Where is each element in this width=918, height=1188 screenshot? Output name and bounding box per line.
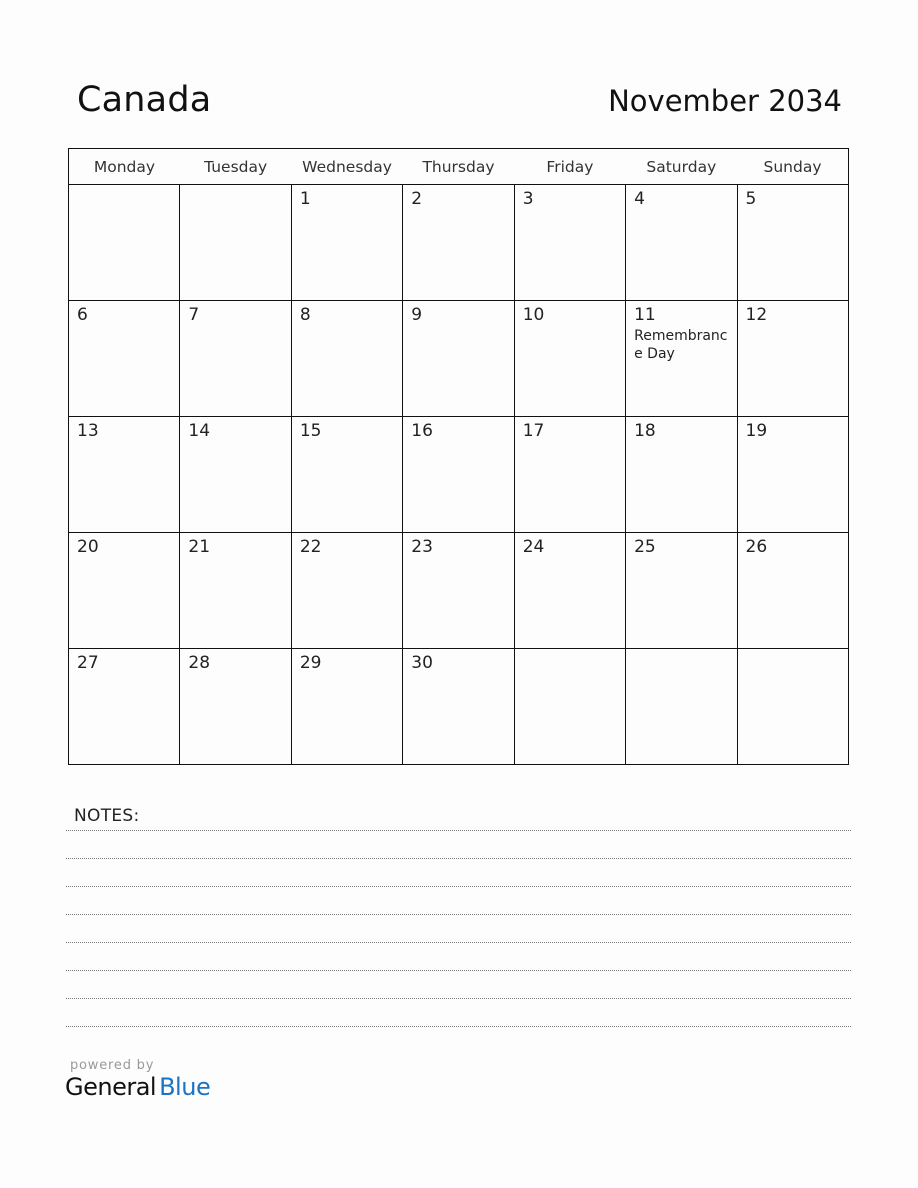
note-line — [66, 830, 851, 831]
day-cell — [626, 533, 737, 649]
day-number: 30 — [411, 653, 433, 673]
empty-day-cell — [626, 649, 737, 765]
day-cell — [291, 301, 402, 417]
day-cell — [403, 185, 514, 301]
day-number: 17 — [522, 421, 545, 441]
weekday-header: Sunday — [737, 149, 848, 185]
day-cell — [626, 185, 737, 301]
empty-day-cell — [69, 185, 180, 301]
day-cell — [737, 533, 848, 649]
day-cell — [291, 185, 402, 301]
day-number: 19 — [745, 421, 768, 441]
day-number: 11 — [634, 305, 656, 325]
day-number: 5 — [745, 189, 757, 209]
day-number: 10 — [522, 305, 545, 325]
country-title: Canada — [77, 80, 212, 120]
day-number: 9 — [411, 305, 423, 325]
day-cell — [291, 533, 402, 649]
day-number: 1 — [299, 189, 311, 209]
week-row — [69, 533, 849, 649]
day-number: 22 — [299, 537, 322, 557]
day-cell — [626, 301, 737, 417]
weekday-header: Wednesday — [291, 149, 402, 185]
brand-logo — [65, 1073, 210, 1101]
note-line — [66, 886, 851, 887]
day-cell — [69, 533, 180, 649]
day-cell — [180, 533, 291, 649]
empty-day-cell — [514, 649, 625, 765]
week-row — [69, 185, 849, 301]
brand-general: General — [65, 1073, 157, 1101]
month-year-title: November 2034 — [608, 84, 842, 118]
empty-day-cell — [737, 649, 848, 765]
day-number: 23 — [411, 537, 433, 557]
powered-by-text: powered by — [70, 1058, 155, 1073]
weekday-header: Tuesday — [180, 149, 291, 185]
day-cell — [737, 301, 848, 417]
day-cell — [514, 185, 625, 301]
day-number: 6 — [77, 305, 88, 325]
day-number: 21 — [188, 537, 211, 557]
note-line — [66, 914, 851, 915]
day-number: 16 — [411, 421, 433, 441]
day-number: 4 — [634, 189, 645, 209]
day-number: 2 — [411, 189, 423, 209]
weekday-header: Saturday — [626, 149, 737, 185]
note-line — [66, 1026, 851, 1027]
day-number: 25 — [634, 537, 656, 557]
day-cell — [291, 649, 402, 765]
day-cell — [514, 533, 625, 649]
day-cell — [514, 301, 625, 417]
day-number: 20 — [77, 537, 99, 557]
day-number: 13 — [77, 421, 99, 441]
day-cell — [403, 301, 514, 417]
day-cell — [737, 417, 848, 533]
day-cell — [626, 417, 737, 533]
day-cell — [69, 417, 180, 533]
day-number: 26 — [745, 537, 768, 557]
note-line — [66, 998, 851, 999]
note-line — [66, 942, 851, 943]
brand-blue: Blue — [159, 1073, 211, 1101]
day-cell — [737, 185, 848, 301]
day-cell — [291, 417, 402, 533]
day-cell — [180, 301, 291, 417]
calendar-grid — [68, 148, 849, 765]
day-cell — [403, 417, 514, 533]
week-row — [69, 649, 849, 765]
day-number: 28 — [188, 653, 211, 673]
empty-day-cell — [180, 185, 291, 301]
day-cell — [514, 417, 625, 533]
day-number: 24 — [522, 537, 545, 557]
note-line — [66, 858, 851, 859]
day-number: 27 — [77, 653, 99, 673]
week-row — [69, 417, 849, 533]
day-number: 29 — [299, 653, 322, 673]
day-number: 8 — [299, 305, 311, 325]
note-line — [66, 970, 851, 971]
day-number: 12 — [745, 305, 768, 325]
day-number: 15 — [299, 421, 322, 441]
notes-label: NOTES: — [74, 806, 140, 826]
holiday-label: Remembrance Day — [634, 328, 728, 362]
weekday-header-row — [69, 149, 849, 185]
day-number: 18 — [634, 421, 656, 441]
weekday-header: Thursday — [403, 149, 514, 185]
week-row — [69, 301, 849, 417]
day-number: 14 — [188, 421, 211, 441]
day-number: 3 — [522, 189, 534, 209]
day-cell — [403, 649, 514, 765]
weekday-header: Monday — [69, 149, 180, 185]
day-cell — [69, 649, 180, 765]
day-cell — [180, 417, 291, 533]
day-cell — [403, 533, 514, 649]
day-number: 7 — [188, 305, 200, 325]
day-cell — [180, 649, 291, 765]
weekday-header: Friday — [514, 149, 625, 185]
day-cell — [69, 301, 180, 417]
